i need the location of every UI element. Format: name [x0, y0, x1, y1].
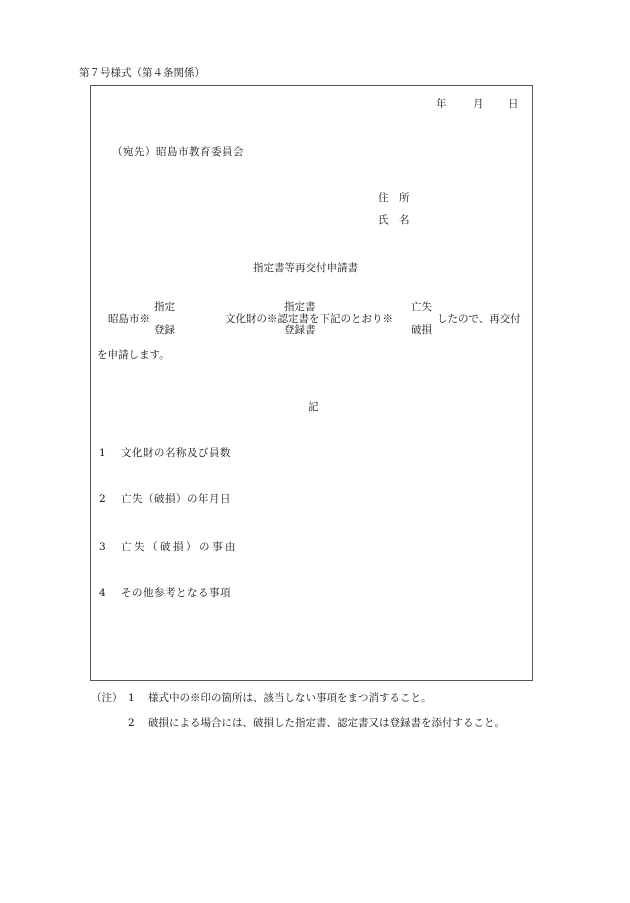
- city-prefix: 昭島市※: [108, 313, 150, 325]
- notes-prefix: （注）: [91, 692, 123, 704]
- name-label: 氏 名: [378, 214, 410, 226]
- note-number: 1: [128, 692, 135, 704]
- addressee: （宛先）昭島市教育委員会: [112, 146, 244, 158]
- document-title: 指定書等再交付申請書: [253, 262, 358, 274]
- item-label: その他参考となる事項: [121, 587, 231, 599]
- item-number: 1: [99, 447, 106, 459]
- form-number: 第７号様式（第４条関係）: [79, 67, 205, 79]
- item-label: 亡失（破損）の事由: [121, 541, 238, 553]
- item-number: 3: [99, 541, 106, 553]
- item-label: 文化財の名称及び員数: [121, 447, 231, 459]
- date-month-label: 月: [473, 98, 484, 110]
- choice-certificate-bottom: 登録書: [284, 324, 316, 336]
- item-number: 2: [99, 493, 106, 505]
- date-day-label: 日: [508, 98, 519, 110]
- note-text: 様式中の※印の箇所は、該当しない事項をまつ消すること。: [148, 692, 432, 704]
- choice-damaged: 破損: [411, 324, 432, 336]
- choice-registered: 登録: [154, 324, 175, 336]
- body-mid-text: 文化財の※認定書を下記のとおり※: [225, 313, 393, 325]
- choice-designated: 指定: [154, 301, 175, 313]
- address-label: 住 所: [378, 192, 410, 204]
- item-label: 亡失（破損）の年月日: [121, 493, 231, 505]
- choice-lost: 亡失: [411, 301, 432, 313]
- note-number: 2: [128, 717, 135, 729]
- choice-certificate-top: 指定書: [284, 301, 316, 313]
- body-tail-text: したので、再交付: [437, 313, 521, 325]
- ki-heading: 記: [308, 401, 319, 413]
- body-second-line: を申請します。: [97, 349, 170, 361]
- date-year-label: 年: [436, 98, 447, 110]
- note-text: 破損による場合には、破損した指定書、認定書又は登録書を添付すること。: [148, 717, 505, 729]
- item-number: 4: [99, 587, 106, 599]
